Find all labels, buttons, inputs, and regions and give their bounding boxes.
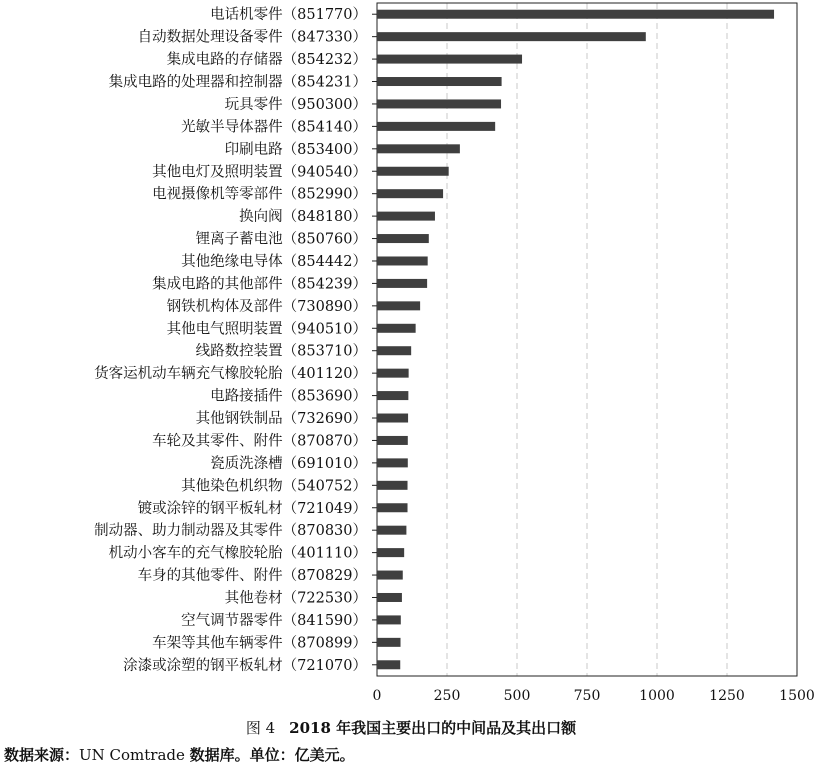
category-label: 印刷电路（853400） bbox=[224, 141, 367, 158]
category-label: 自动数据处理设备零件（847330） bbox=[137, 29, 367, 46]
category-label: 机动小客车的充气橡胶轮胎（401110） bbox=[108, 545, 367, 562]
category-label: 镀或涂锌的钢平板轧材（721049） bbox=[137, 500, 367, 517]
bar-26 bbox=[377, 571, 403, 580]
bar-14 bbox=[377, 301, 420, 310]
category-label: 其他电气照明装置（940510） bbox=[166, 321, 367, 338]
category-label: 其他电灯及照明装置（940540） bbox=[152, 164, 367, 181]
category-label: 其他绝缘电导体（854442） bbox=[181, 253, 367, 270]
category-label: 玩具零件（950300） bbox=[224, 96, 367, 113]
bar-21 bbox=[377, 458, 408, 467]
category-label: 瓷质洗涤槽（691010） bbox=[210, 455, 367, 472]
category-label: 货客运机动车辆充气橡胶轮胎（401120） bbox=[94, 366, 367, 383]
category-label: 空气调节器零件（841590） bbox=[181, 612, 367, 629]
bar-10 bbox=[377, 212, 435, 221]
category-label: 涂漆或涂塑的钢平板轧材（721070） bbox=[123, 657, 367, 674]
category-label: 电视摄像机等零部件（852990） bbox=[152, 186, 367, 203]
bar-22 bbox=[377, 481, 408, 490]
x-tick-label: 750 bbox=[573, 688, 601, 704]
bar-13 bbox=[377, 279, 427, 288]
category-label: 车架等其他车辆零件（870899） bbox=[152, 635, 367, 652]
data-source-note bbox=[4, 744, 355, 765]
bar-16 bbox=[377, 346, 411, 355]
category-label: 其他卷材（722530） bbox=[224, 590, 367, 607]
category-label: 光敏半导体器件（854140） bbox=[181, 119, 367, 136]
x-tick-label: 1500 bbox=[779, 688, 815, 704]
category-label: 电话机零件（851770） bbox=[210, 7, 367, 24]
category-label: 集成电路的存储器（854232） bbox=[166, 52, 367, 69]
bar-29 bbox=[377, 638, 401, 647]
bar-8 bbox=[377, 167, 449, 176]
bar-28 bbox=[377, 615, 401, 624]
bar-4 bbox=[377, 77, 502, 86]
bar-5 bbox=[377, 99, 501, 108]
bar-23 bbox=[377, 503, 408, 512]
category-label: 电路接插件（853690） bbox=[210, 388, 367, 405]
bar-19 bbox=[377, 414, 408, 423]
bar-1 bbox=[377, 10, 774, 19]
category-label: 换向阀（848180） bbox=[239, 209, 367, 226]
source-label: 数据来源： bbox=[4, 746, 80, 764]
bar-7 bbox=[377, 144, 460, 153]
bar-20 bbox=[377, 436, 408, 445]
bar-24 bbox=[377, 526, 406, 535]
bar-15 bbox=[377, 324, 416, 333]
source-name: UN Comtrade bbox=[79, 746, 190, 764]
category-label: 钢铁机构体及部件（730890） bbox=[166, 298, 367, 315]
category-label: 其他染色机织物（540752） bbox=[181, 478, 367, 495]
bar-12 bbox=[377, 256, 428, 265]
figure-title: 2018 年我国主要出口的中间品及其出口额 bbox=[289, 719, 577, 737]
category-label: 集成电路的处理器和控制器（854231） bbox=[108, 74, 367, 91]
bar-6 bbox=[377, 122, 495, 131]
category-label: 集成电路的其他部件（854239） bbox=[152, 276, 367, 293]
bar-11 bbox=[377, 234, 429, 243]
category-label: 车轮及其零件、附件（870870） bbox=[152, 433, 367, 450]
bar-2 bbox=[377, 32, 646, 41]
bar-3 bbox=[377, 55, 522, 64]
bar-9 bbox=[377, 189, 443, 198]
x-tick-label: 1250 bbox=[709, 688, 745, 704]
category-label: 车身的其他零件、附件（870829） bbox=[137, 568, 367, 585]
bar-18 bbox=[377, 391, 408, 400]
x-tick-label: 250 bbox=[433, 688, 461, 704]
figure-caption bbox=[0, 717, 822, 738]
x-tick-label: 1000 bbox=[639, 688, 675, 704]
category-label: 锂离子蓄电池（850760） bbox=[195, 231, 367, 248]
figure-number: 图 4 bbox=[245, 719, 276, 737]
category-label: 线路数控装置（853710） bbox=[195, 343, 367, 360]
x-tick-label: 500 bbox=[503, 688, 531, 704]
bar-30 bbox=[377, 660, 400, 669]
x-tick-label: 0 bbox=[372, 688, 382, 704]
bar-17 bbox=[377, 369, 409, 378]
bar-25 bbox=[377, 548, 404, 557]
source-suffix: 数据库。单位：亿美元。 bbox=[189, 746, 355, 764]
category-label: 制动器、助力制动器及其零件（870830） bbox=[94, 523, 367, 540]
category-label: 其他钢铁制品（732690） bbox=[195, 411, 367, 428]
bar-27 bbox=[377, 593, 402, 602]
